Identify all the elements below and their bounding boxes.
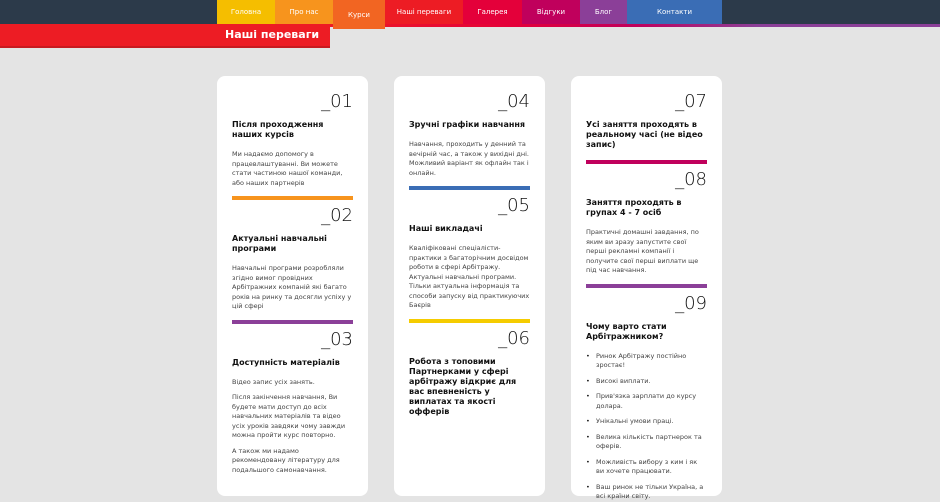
item-text: Практичні домашні завдання, по яким ви зразу запустите свої перші рекламні компанії і получите свої перші виплати ще під час навчання. — [586, 228, 699, 274]
item-title: Усі заняття проходять в реальному часі (не відео запис) — [586, 120, 703, 149]
list-item: • Унікальні умови праці. — [586, 417, 707, 427]
item-number: _03 — [321, 328, 353, 350]
reasons-list — [586, 352, 707, 502]
item-text: Після закінчення навчання, Ви будете мати доступ до всіх навчальних матеріалів та відео усіх уроків завдяки чому завжди можна пройти курс повторно. — [232, 393, 346, 439]
item-text: Відео запис усіх занять. — [232, 377, 315, 386]
nav-item-7[interactable]: Контакти — [627, 0, 722, 24]
page-title: Наші переваги — [225, 28, 320, 41]
nav-item-3[interactable]: Наші переваги — [385, 0, 463, 24]
item-text: Навчальні програми розробляли згідно вимог провідних Арбітражних компаній які багато років на ринку та досягли успіху у цій сфері — [232, 264, 352, 310]
divider-bar — [586, 284, 707, 288]
item-text: А також ми надамо рекомендовану літературу для подальшого самонавчання. — [232, 446, 340, 474]
advantages-card — [217, 76, 368, 496]
divider-bar — [409, 186, 530, 190]
item-title: Заняття проходять в групах 4 - 7 осіб — [586, 198, 682, 217]
nav-item-6[interactable]: Блог — [580, 0, 627, 24]
list-item: • Високі виплати. — [586, 377, 707, 387]
divider-bar — [409, 319, 530, 323]
item-number: _01 — [321, 91, 353, 112]
divider-bar — [586, 160, 707, 164]
item-text: Навчання, проходить у денний та вечірній час, а також у вихідні дні. Можливий варіант як офлайн так і онлайн. — [409, 140, 529, 177]
item-number: _06 — [498, 327, 530, 349]
item-number: _04 — [498, 91, 530, 112]
item-text: Кваліфіковані спеціалісти-практики з багаторічним досвідом роботи в сфері Арбітражу. Актуальні навчальні програми. Тільки актуальна інформація та способи запуску від практикуючих Баєрів — [409, 244, 530, 309]
nav-item-2[interactable]: Курси — [333, 0, 385, 29]
list-item: • Можливість вибору з ким і як ви хочете працювати. — [586, 458, 707, 477]
nav-item-1[interactable]: Про нас — [275, 0, 333, 24]
item-number: _09 — [675, 292, 707, 314]
item-number: _08 — [675, 169, 707, 190]
divider-bar — [232, 320, 353, 324]
list-item: • Велика кількість партнерок та оферів. — [586, 433, 707, 452]
item-title: Актуальні навчальні програми — [232, 234, 327, 253]
nav-item-4[interactable]: Галерея — [463, 0, 522, 24]
section-banner — [0, 24, 330, 48]
list-item: • Ринок Арбітражу постійно зростає! — [586, 352, 707, 371]
advantages-card — [571, 76, 722, 500]
item-title: Наші викладачі — [409, 224, 483, 233]
nav-item-5[interactable]: Відгуки — [522, 0, 580, 24]
list-item: • Ваш ринок не тільки Україна, а всі країни світу. — [586, 483, 707, 502]
item-number: _02 — [321, 205, 353, 226]
item-number: _07 — [675, 91, 707, 112]
item-text: Ми надаємо допомогу в працевлаштуванні. Ви можете стати частиною нашої команди, або наших партнерів — [232, 150, 343, 187]
color-strip — [330, 24, 940, 27]
nav-item-0[interactable]: Головна — [217, 0, 275, 24]
divider-bar — [232, 196, 353, 200]
item-title: Зручні графіки навчання — [409, 120, 526, 129]
item-title: Робота з топовими Партнерками у сфері арбітражу відкриє для вас впевненість у виплатах та якості офферів — [409, 356, 517, 416]
main-nav — [217, 0, 722, 24]
advantages-card — [394, 76, 545, 496]
item-title: Після проходження наших курсів — [232, 120, 324, 139]
item-title: Чому варто стати Арбітражником? — [586, 321, 667, 341]
list-item: • Прив'язка зарплати до курсу долара. — [586, 392, 707, 411]
item-title: Доступність матеріалів — [232, 357, 340, 367]
item-number: _05 — [498, 195, 530, 216]
